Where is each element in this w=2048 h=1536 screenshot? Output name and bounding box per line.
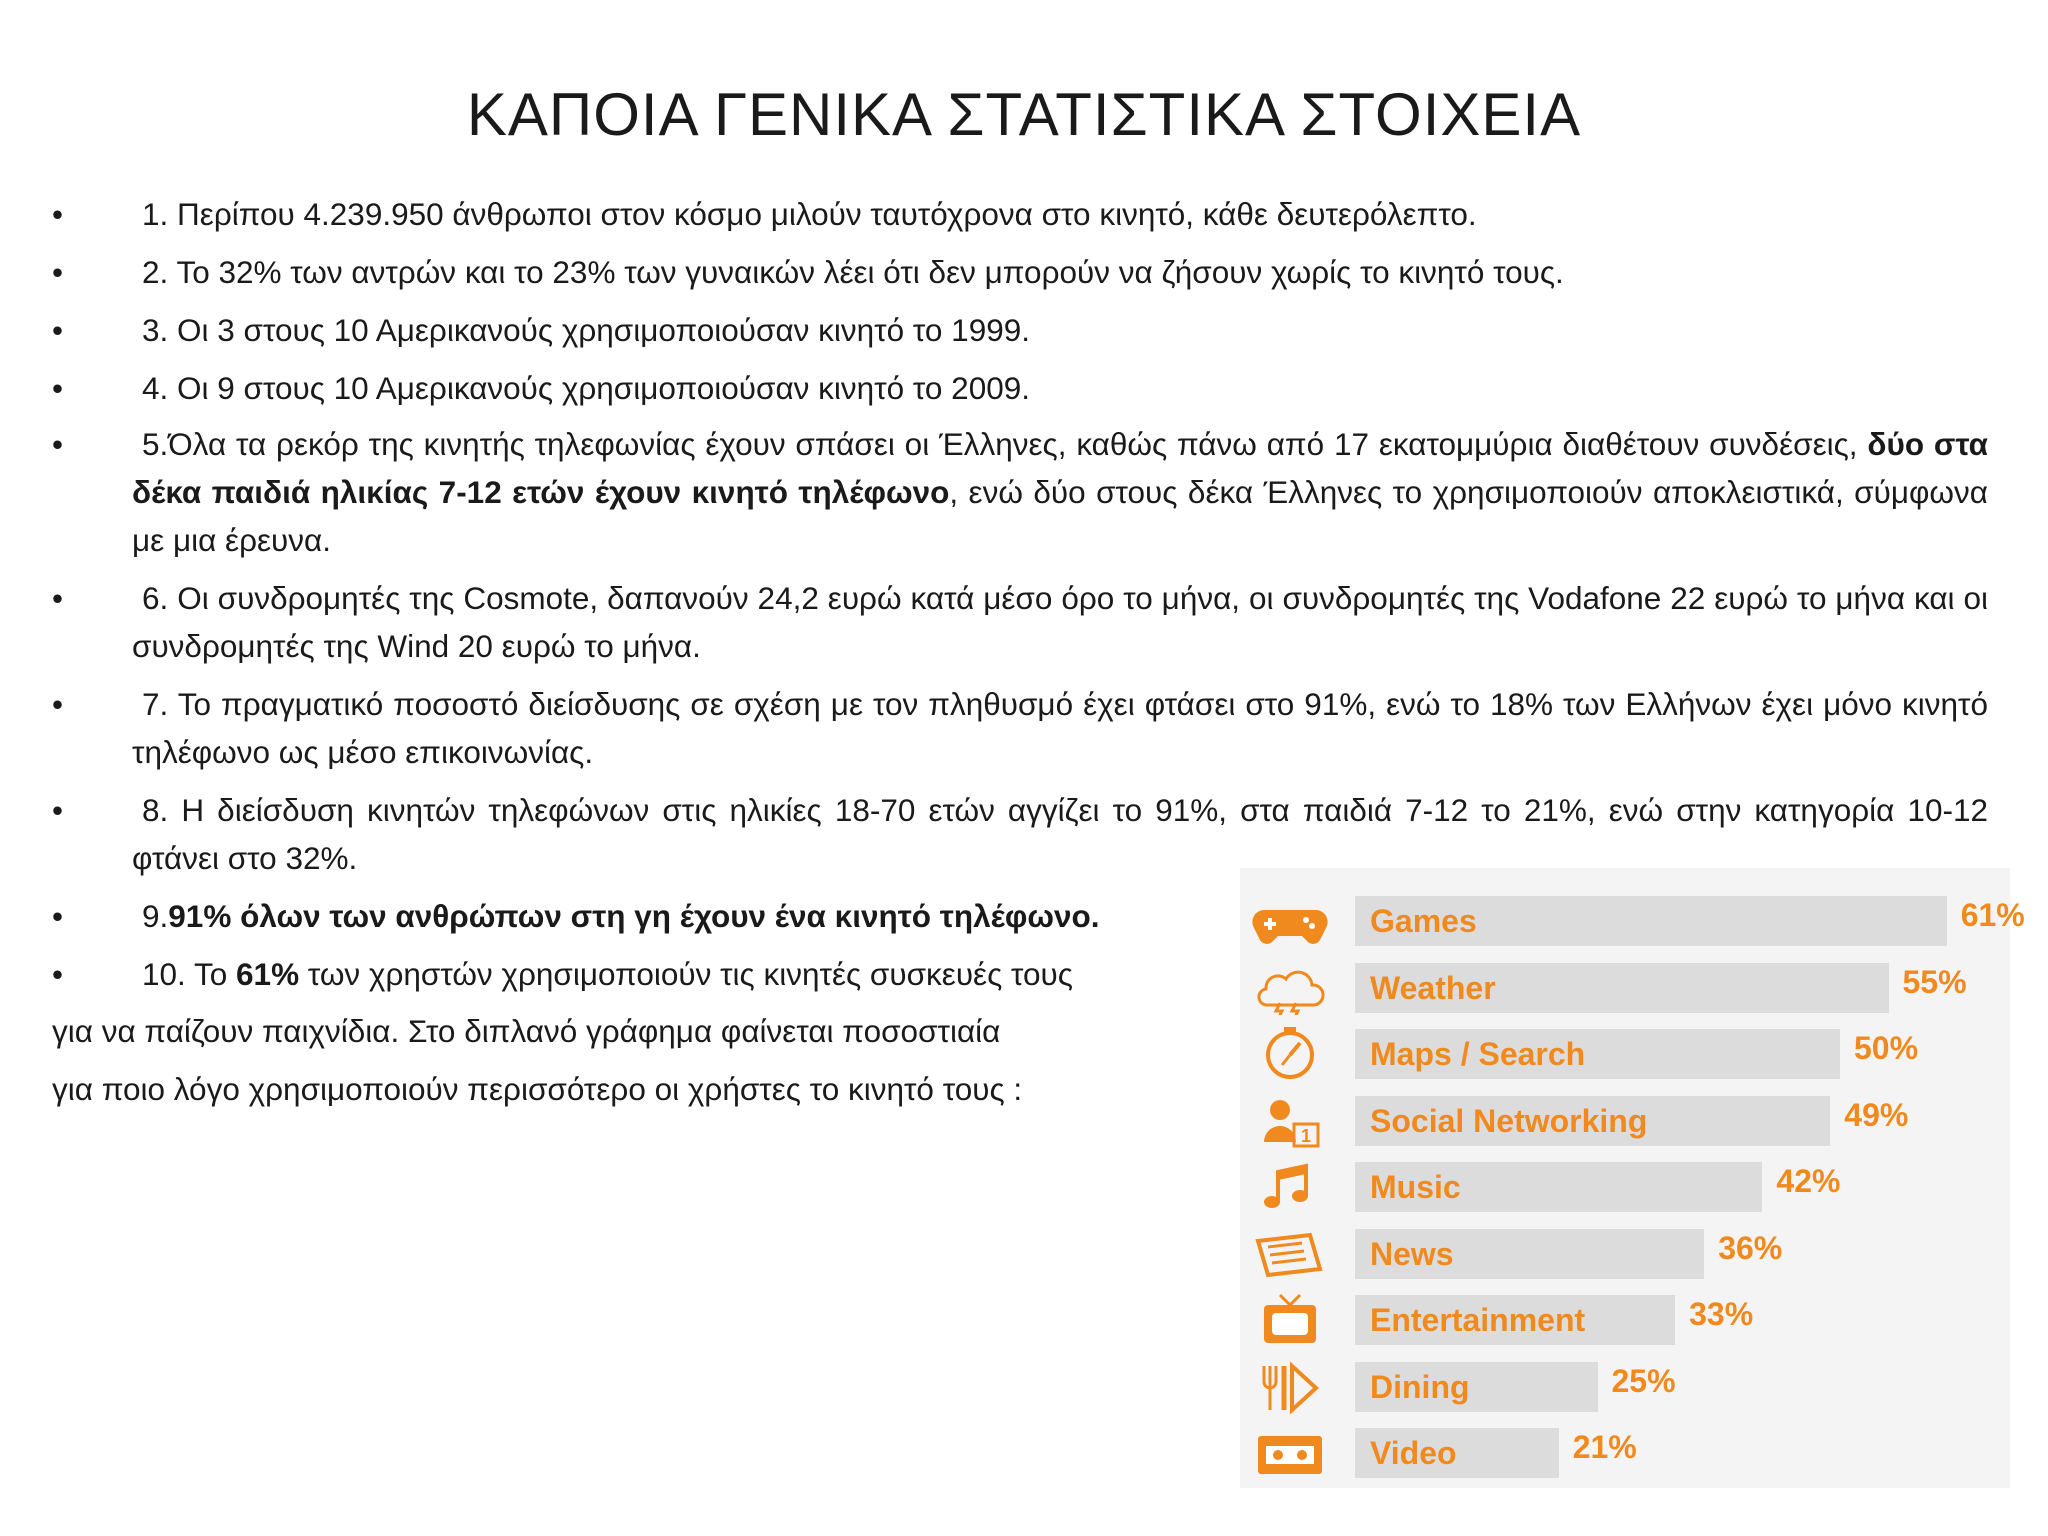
chart-row [1240, 1152, 2010, 1220]
bullet-7 [52, 680, 1988, 776]
chart-row [1240, 1019, 2010, 1087]
chart-row [1240, 1418, 2010, 1486]
chart-category-label: Maps / Search [1370, 1036, 1586, 1072]
bullet-9-text-a: 9. [142, 898, 169, 934]
chart-value-label: 50% [1854, 1030, 1919, 1066]
chart-value-label: 36% [1718, 1229, 1783, 1266]
bullet-dot: • [52, 956, 64, 992]
chart-row [1240, 1219, 2010, 1287]
bullet-10-text-a: 10. Το [142, 956, 237, 992]
bullet-6 [52, 574, 1988, 670]
chart-value-label: 61% [1960, 897, 2025, 933]
bullet-dot: • [52, 196, 64, 232]
bullet-dot: • [52, 312, 64, 348]
chart-row [1240, 1285, 2010, 1353]
bullet-5-text-a: 5.Όλα τα ρεκόρ της κινητής τηλεφωνίας έχουν σπάσει οι Έλληνες, καθώς πάνω από 17 εκατομμύρια διαθέτουν συνδέσεις, [142, 426, 1868, 462]
bullet-8-text: 8. Η διείσδυση κινητών τηλεφώνων στις ηλικίες 18-70 ετών αγγίζει το 91%, στα παιδιά 7-12 το 21%, ενώ στην κατηγορία 10-12 φτάνει στο 32%. [132, 792, 1988, 876]
gamepad-icon [1250, 892, 1330, 948]
chart-category-label: Dining [1370, 1368, 1470, 1405]
bullet-dot: • [52, 370, 64, 406]
svg-text:1: 1 [1300, 1125, 1312, 1146]
bullet-3 [52, 306, 1988, 354]
bullet-3-text: 3. Οι 3 στους 10 Αμερικανούς χρησιμοποιούσαν κινητό το 1999. [142, 312, 1030, 348]
bullet-dot: • [52, 898, 64, 934]
chart-row [1240, 886, 2025, 954]
social-icon [1250, 1092, 1330, 1148]
bullet-1 [52, 190, 1988, 238]
bullet-1-text: 1. Περίπου 4.239.950 άνθρωποι στον κόσμο μιλούν ταυτόχρονα στο κινητό, κάθε δευτερόλεπτο. [142, 196, 1477, 232]
bullet-10-continuation-1: για να παίζουν παιχνίδια. Στο διπλανό γράφημα φαίνεται ποσοστιαία [52, 1013, 1001, 1049]
bullet-5-text-b: , ενώ δύο στους δέκα Έλληνες το χρησιμοποιούν αποκλειστικά, σύμφωνα με μια έρευνα. [132, 474, 1988, 558]
chart-category-label: Entertainment [1370, 1302, 1586, 1338]
chart-row [1240, 953, 2010, 1021]
bullet-2-text: 2. Το 32% των αντρών και το 23% των γυναικών λέει ότι δεν μπορούν να ζήσουν χωρίς το κινητό τους. [142, 254, 1564, 290]
chart-value-label: 33% [1689, 1296, 1754, 1332]
bullet-dot: • [52, 686, 64, 722]
chart-value-label: 25% [1611, 1362, 1676, 1399]
bullet-10-continuation-2: για ποιο λόγο χρησιμοποιούν περισσότερο οι χρήστες το κινητό τους : [52, 1071, 1023, 1107]
weather-icon [1250, 959, 1330, 1015]
compass-icon [1250, 1025, 1330, 1081]
chart-category-label: Music [1370, 1169, 1461, 1205]
bullet-9 [52, 892, 1212, 940]
bullet-9-bold: 91% όλων των ανθρώπων στη γη έχουν ένα κινητό τηλέφωνο. [168, 898, 1100, 934]
chart-category-label: Weather [1370, 969, 1496, 1006]
bullet-5-bold: δύο στα δέκα παιδιά ηλικίας 7-12 ετών έχουν κινητό τηλέφωνο [132, 426, 1989, 510]
chart-value-label: 42% [1776, 1163, 1841, 1199]
bullet-dot: • [52, 254, 64, 290]
bullet-10 [52, 950, 1232, 998]
bullet-dot: • [52, 580, 64, 616]
dining-icon [1250, 1358, 1330, 1414]
chart-category-label: Social Networking [1370, 1102, 1648, 1139]
bullet-7-text: 7. Το πραγματικό ποσοστό διείσδυσης σε σχέση με τον πληθυσμό έχει φτάσει στο 91%, ενώ το 18% των Ελλήνων έχει μόνο κινητό τηλέφωνο ως μέσο επικοινωνίας. [132, 686, 1988, 770]
music-note-icon [1250, 1158, 1330, 1214]
bullet-5 [52, 420, 1988, 564]
newspaper-icon [1250, 1225, 1330, 1281]
slide-title: ΚΑΠΟΙΑ ΓΕΝΙΚΑ ΣΤΑΤΙΣΤΙΚΑ ΣΤΟΙΧΕΙΑ [466, 81, 1582, 148]
bullet-2 [52, 248, 1988, 296]
usage-bar-chart [1240, 868, 2025, 1488]
chart-row [1240, 1086, 2010, 1154]
bullet-6-text: 6. Οι συνδρομητές της Cosmote, δαπανούν 24,2 ευρώ κατά μέσο όρο το μήνα, οι συνδρομητές της Vodafone 22 ευρώ το μήνα και οι συνδρομητές της Wind 20 ευρώ το μήνα. [132, 580, 1988, 664]
bullet-10-bold: 61% [236, 956, 300, 992]
video-cassette-icon [1250, 1424, 1330, 1480]
bullet-10-text-b: των χρηστών χρησιμοποιούν τις κινητές συσκευές τους [299, 956, 1073, 992]
chart-category-label: Video [1370, 1435, 1457, 1471]
chart-value-label: 49% [1844, 1096, 1909, 1133]
bullet-dot: • [52, 426, 64, 462]
bullet-4 [52, 364, 1988, 412]
chart-category-label: News [1370, 1235, 1454, 1272]
tv-icon [1250, 1291, 1330, 1347]
chart-category-label: Games [1370, 903, 1477, 939]
chart-value-label: 21% [1572, 1429, 1637, 1465]
chart-row [1240, 1352, 2010, 1420]
chart-value-label: 55% [1902, 963, 1967, 1000]
bullet-4-text: 4. Οι 9 στους 10 Αμερικανούς χρησιμοποιούσαν κινητό το 2009. [142, 370, 1030, 406]
bullet-dot: • [52, 792, 64, 828]
